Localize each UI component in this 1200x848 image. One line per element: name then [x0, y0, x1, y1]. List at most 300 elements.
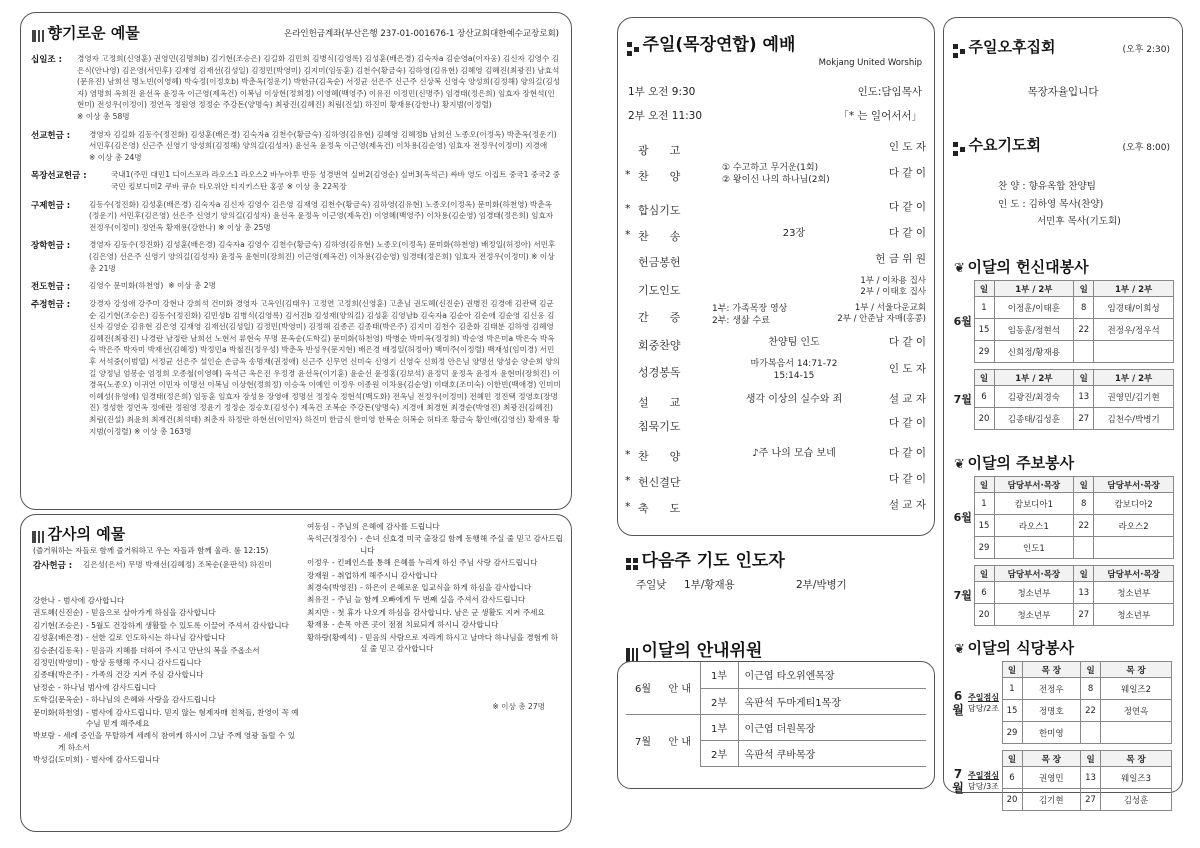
thanks-header	[33, 559, 298, 571]
list-item	[307, 557, 565, 568]
order-star: *	[625, 168, 631, 181]
table-header: 1부 / 2부	[1094, 281, 1174, 297]
thanks-text: - 하나님 범사에 감사드립니다	[58, 682, 157, 692]
table-header: 목 장	[1022, 662, 1081, 678]
offering-group-evangelism	[31, 280, 561, 292]
table-cell: 김광진/최경숙	[994, 386, 1074, 408]
table-row	[950, 662, 1172, 678]
thanks-text: - 첫 휴가 나오게 하심을 감사합니다. 남은 군 생활도 지켜 주세요	[332, 607, 545, 617]
worship-title-wrap	[626, 30, 795, 55]
table-header: 담당부서·목장	[994, 477, 1074, 493]
table-row	[952, 297, 1174, 319]
table-cell: 15	[974, 319, 994, 341]
thanks-text: - 선한 길로 인도하시는 하나님 감사합니다	[85, 633, 226, 643]
thanks-left-list	[33, 595, 301, 767]
order-right: 다 같 이	[888, 201, 926, 213]
order-star: *	[625, 448, 631, 461]
order-label: 헌신결단	[638, 476, 681, 489]
thanks-text: - 하은이 은혜로운 입교식을 하게 하심을 감사합니다	[359, 583, 532, 593]
list-item	[307, 521, 565, 532]
table-cell: 22	[1074, 515, 1094, 537]
group-label: 십일조 :	[31, 55, 62, 65]
thanks-text: - 믿음과 지혜를 더하여 주시고 만난의 복을 주옵소서	[85, 645, 260, 655]
order-mid: ① 수고하고 무거운(1회) ② 왕이신 나의 하나님(2회)	[722, 163, 830, 185]
thanks-text: - 하나님의 은혜와 사랑을 감사드립니다	[85, 695, 216, 705]
month-cell	[950, 662, 1002, 744]
order-mid: ♪주 나의 모습 보네	[752, 448, 836, 459]
order-right: 1부 / 이차용 집사 2부 / 이태호 집사	[860, 276, 926, 297]
thanks-name: 문미화(하천영)	[33, 707, 83, 717]
list-item	[33, 607, 301, 618]
order-right: 다 같 이	[888, 336, 926, 348]
list-item	[307, 533, 565, 556]
worship-leader: 인도:담임목사	[857, 86, 922, 98]
table-cell: 22	[1074, 319, 1094, 341]
duty-label-wrap	[968, 770, 999, 792]
order-right: 헌 금 위 원	[875, 253, 926, 265]
guide-table	[626, 662, 926, 767]
thanks-name: 김기현(조승은)	[33, 620, 83, 630]
order-label: 헌금봉헌	[638, 256, 681, 269]
table-header: 담당부서·목장	[994, 566, 1074, 582]
table-cell: 라오스2	[1094, 515, 1174, 537]
order-label: 성경봉독	[638, 366, 681, 379]
thanks-name: 남정순	[33, 682, 56, 692]
table-cell	[1074, 341, 1094, 363]
leaf-icon: ❦	[954, 457, 965, 472]
thanks-name: 장재원	[307, 570, 330, 580]
order-row	[618, 444, 934, 468]
order-right: 다 같 이	[888, 417, 926, 429]
order-mid: 생각 이상의 실수와 죄	[745, 394, 843, 405]
month-label: 7월	[952, 766, 964, 795]
order-label: 찬 양	[638, 450, 681, 463]
order-label: 광 고	[638, 144, 681, 157]
thanks-panel	[20, 514, 572, 832]
table-cell: 29	[974, 537, 994, 559]
group-count: ※ 이상 총 24명	[89, 152, 142, 162]
group-names: 국내1(주민 대민1 디이스포라 라오스1 라오스2 바누아투 반등 성경번역 실버2(김영순) 실버3(옥석근) 싸바 영도 이집트 중국1 중국2 중국민 킹보디미2 쿠바 큐슈 타오위안 티지키스탄 홍콩	[111, 170, 561, 191]
list-item	[307, 607, 565, 618]
month-cell	[950, 751, 1002, 811]
table-header: 담당부서·목장	[1094, 566, 1174, 582]
order-right: 다 같 이	[888, 447, 926, 459]
worship-subtitle: Mokjang United Worship	[818, 58, 922, 68]
table-header: 일	[974, 477, 994, 493]
wednesday-title: 수요기도회	[968, 136, 1041, 154]
table-cell: 전정우/정우석	[1094, 319, 1174, 341]
list-item	[33, 620, 301, 631]
table-header: 일	[974, 281, 994, 297]
list-item	[33, 682, 301, 693]
table-cell: 웨일즈3	[1101, 767, 1172, 789]
table-cell: 6	[974, 386, 994, 408]
thanks-name: 김정민(박영미)	[33, 658, 83, 668]
thanks-name: 도학길(문옥순)	[33, 695, 83, 705]
group-count: ※ 이상 총 163명	[134, 426, 192, 436]
order-row	[618, 333, 934, 357]
order-row	[618, 470, 934, 494]
month-cell: 6월	[953, 314, 972, 328]
table-cell: 임동훈/정현석	[994, 319, 1074, 341]
table-cell: 캄보디아2	[1094, 493, 1174, 515]
table-cell: 20	[974, 408, 994, 430]
wednesday-time: (오후 8:00)	[1122, 143, 1170, 153]
thanks-text: - 믿음으로 살아가게 하심을 감사합니다	[85, 608, 216, 618]
group-count: ※ 이상 총 21명	[89, 251, 555, 273]
guide-month: 7월	[626, 714, 660, 766]
order-row	[618, 250, 934, 274]
table-cell: 이정훈/이태훈	[994, 297, 1074, 319]
table-cell: 20	[1002, 789, 1022, 811]
order-row	[618, 224, 934, 248]
leaf-icon: ❦	[954, 261, 965, 276]
group-label: 구제헌금 :	[31, 200, 71, 211]
month-wrap	[950, 767, 1002, 795]
dedication-tables	[944, 280, 1184, 430]
duty-label: 주일점심	[968, 692, 999, 702]
list-item	[307, 582, 565, 593]
duty-table-june	[950, 661, 1172, 744]
afternoon-time: (오후 2:30)	[1122, 45, 1170, 55]
table-cell: 13	[1081, 767, 1101, 789]
table-cell: 전정우	[1022, 678, 1081, 700]
bookmark-icon	[952, 141, 966, 155]
offering-group-weekly	[31, 298, 561, 437]
order-star: *	[625, 202, 631, 215]
duty-table-july	[950, 750, 1172, 811]
order-mid: 찬양팀 인도	[768, 337, 820, 348]
bookmark-icon	[626, 41, 640, 55]
list-item	[33, 707, 301, 730]
table-cell: 청소년부	[994, 582, 1074, 604]
table-cell: 김종태/김성훈	[994, 408, 1074, 430]
order-right: 다 같 이	[888, 473, 926, 485]
group-names: 강경자 강성애 강주미 강현나 강희석 건미화 경영자 고옥인(김태우) 고정연 고정희(신영훈) 고춘님 권도혜(신진순) 권병진 김경애 김관택 김군순 김기현(조승은) 김동수(정진화) 김민성b 김병식(김영록) 김서진b 김성재(양의길) 김성훈 김영남b 김숙자a 김순아 김순애 김순영 김신웅 김신자 김영순 김유현 김은영 김재영 김재선(김성일) 김정민(박영미) 김정해 김종곤 김종태(박은주) 김지미 김천수 김춘화 김태분 김하영 김혜영 김혜진(최광진) 나경란 남정란 남희선 노현서 류현숙 무명 문옥순(도학길) 문미화(하천영) 박병순 박미옥(정정희) 박순영 박은미a 박은숙 박옥숙 박은주 박자미 박재선(김혜정) 박정민a 박철진(정우성) 박춘옥 반성우(문지현) 배은경 배정일(허정아) 백미주(이정렬) 백재성(임미경) 서민후 서석중(이범열) 서정균 선은주 설인순 손금옥 송명재(권정애) 신근주 신무연 신미숙 신영기 신영숙 신희정 안은님 양명선 양성순 양순희 양의길 양정님 엄봉순 엄정희 오종철(이영혜) 옥석근 옥은진 우정경 윤선옥(이기훈) 윤순선 윤정홍(김보석) 윤정덕 윤정옥 윤정자 윤현미(장희진) 이경옥(노종오) 이귀연 이민자 이명선 이복님 이상현(정희정) 이승옥 이예인 이정우 이종원 이차용(김순영) 이태호(조미숙) 이한빈(백애경) 인미미 이혜성(유영애) 임경태(정은희) 임동훈 임효자 장성용 장영애 정명선 정정숙 정현석(백도화) 전옥님 전정우(이정미) 전혜민 정진택 정영호(장명진) 정성한 정연옥 정애란 정원영 정윤기 정정순 정승호(김성수) 제옥건 조복순 주강돈(양명숙) 지경애 최경현 최경순(박영진) 최광진(김혜진) 최림(진설) 최윤희 최재건(최석태) 최춘자 하정란 하현선(이민자) 하진미 한금식 한미영 한복순 허복순 허타조 황금숙 황인애(김영신) 황재용 황지범(이정렬)	[89, 299, 561, 436]
table-cell: 정연옥	[1101, 700, 1172, 722]
offering-group-tithe	[31, 53, 561, 123]
table-header: 1부 / 2부	[994, 370, 1074, 386]
offering-panel	[20, 12, 572, 510]
table-row	[952, 386, 1174, 408]
order-mid: 마가복음서 14:71-72 15:14-15	[750, 359, 838, 381]
thanks-name: 이정우	[307, 558, 330, 568]
thanks-text: - 주님 늘 함께 오빠에게 두 번째 실을 주셔서 감사드립니다	[332, 595, 526, 605]
table-cell: 청소년부	[994, 604, 1074, 626]
group-names: 경영자 고정희(신영훈) 권영민(김명희b) 김기현(조승은) 김길화 김민희 김병식(김영록) 김성훈(배은경) 김숙자a 김순영a(이자웅) 김신자 김영수 김은식(안나영) 김은영(서민후) 김재영 김재선(김성일) 김정민(박영미) 김지미(임동훈) 김천수(황금숙) 김하영(김유현) 김혜영 김혜진(최광진) 남효석(문유진) 남희선 명노빈(이영혜) 박숙정(이정호b) 박춘옥(정운기) 박한규(김옥순) 서정균 선은주 신근주 신상복 신영숙 양성희(김정해) 양의길(김성자) 염명희 옥희진 윤선옥 윤정옥 이근영(제옥건) 이복님 이상현(정희정) 이영혜(백영주) 이유진 이정민(신명주) 임경태(정은희) 임효자 장현석(인현미) 전성우(이정이) 정연옥 정원영 정정순 주강돈(양명숙) 최광진(김혜진) 최림(진설) 하진미 황재용(강한나) 황지범(이정렬)	[77, 54, 561, 110]
month-cell: 6월	[953, 510, 972, 524]
table-cell: 27	[1074, 604, 1094, 626]
table-cell: 29	[974, 341, 994, 363]
next-prayer-label: 주일낮	[636, 579, 667, 591]
offering-group-scholarship	[31, 239, 561, 274]
thanks-name: 박성길(도미희)	[33, 755, 83, 765]
thanks-name: 최지만	[307, 607, 330, 617]
thanks-name: 최경숙(박영진)	[307, 583, 357, 593]
duty-label-wrap	[968, 692, 999, 714]
dedication-title: 이달의 헌신대봉사	[967, 258, 1089, 276]
worship-panel	[617, 17, 935, 536]
order-label: 축 도	[638, 502, 681, 515]
thanks-text: - 가족의 건강 지켜 주심 감사합니다	[85, 670, 204, 680]
duty-table-june	[952, 476, 1174, 559]
guide-title: 이달의 안내위원	[641, 641, 763, 661]
worship-time1: 1부 오전 9:30	[628, 86, 696, 98]
table-cell: 인도1	[994, 537, 1074, 559]
table-row	[952, 493, 1174, 515]
duty-table-july	[952, 369, 1174, 430]
order-label: 회중찬양	[638, 339, 681, 352]
bookmark-icon	[31, 29, 45, 43]
kitchen-title: 이달의 식당봉사	[967, 639, 1075, 657]
bookmark-icon	[952, 43, 966, 57]
order-label: 설 교	[638, 396, 681, 409]
thanks-text: - 범사에 감사드립니다. 믿지 않는 형제자매 친척들, 찬영이 꼭 예수님 믿게 해주세요	[85, 707, 299, 729]
offering-groups	[31, 53, 561, 437]
table-cell: 15	[1002, 700, 1022, 722]
table-cell: 정명호	[1022, 700, 1081, 722]
order-star: *	[625, 500, 631, 513]
bulletin-title-wrap	[954, 452, 1074, 473]
table-cell: 라오스1	[994, 515, 1074, 537]
table-cell	[1094, 537, 1174, 559]
group-names: 경영자 김동수(정진화) 김성훈(배은경) 김숙자a 김영수 김천수(황금숙) 김하영(김유현) 노종오(이정옥) 문미화(하천영) 배정일(허정아) 서민후(김은영) 선은주 신영기 양의길(김성자) 윤정옥 윤현미(장희진) 이근영(제옥건) 이차용(김순영) 임경태(정은희) 임효자 전정우(이정미)	[89, 240, 556, 261]
wednesday-line1: 찬 양 : 향유옥합 찬양팀	[998, 181, 1096, 192]
table-cell: 한미영	[1022, 722, 1081, 744]
table-header: 일	[1002, 662, 1022, 678]
table-header: 일	[1081, 751, 1101, 767]
table-cell: 27	[1074, 408, 1094, 430]
thanks-title: 감사의 예물	[47, 525, 126, 543]
guide-name: 이근엽 더원목장	[738, 714, 926, 740]
order-star: *	[625, 228, 631, 241]
thanks-name: 황하랑(황예석)	[307, 632, 357, 642]
next-prayer-first: 1부/황재용	[684, 579, 735, 591]
kitchen-tables	[944, 661, 1184, 811]
table-header: 일	[974, 566, 994, 582]
month-cell: 7월	[953, 588, 972, 602]
thanks-text: - 손녀 신효경 미국 출장길 함께 동행해 주실 줄 믿고 감사드립니다	[359, 534, 563, 555]
guide-part: 1부	[700, 662, 738, 688]
wednesday-title-wrap	[952, 134, 1041, 155]
order-right: 1부 / 서울다운교회 2부 / 안준남 자매(홍콩)	[837, 303, 926, 324]
table-row	[952, 341, 1174, 363]
list-item	[33, 694, 301, 705]
thanks-name: 황재용	[307, 620, 330, 630]
thanks-count: ※ 이상 총 27명	[492, 702, 545, 711]
month-wrap	[950, 689, 1002, 717]
duty-table-june	[952, 280, 1174, 363]
afternoon-title: 주일오후집회	[968, 38, 1056, 56]
table-row	[952, 604, 1174, 626]
worship-title: 주일(목장연합) 예배	[642, 35, 796, 55]
thanks-verse: (즐거워하는 자들로 함께 즐거워하고 우는 자들과 함께 울라. 롬 12:15)	[33, 546, 269, 555]
offering-title: 향기로운 예물	[47, 24, 140, 42]
wednesday-line2: 인 도 : 김하영 목사(찬양)	[998, 199, 1104, 210]
order-right: 인 도 자	[888, 363, 926, 375]
order-mid: 23장	[782, 228, 806, 239]
table-cell	[1074, 537, 1094, 559]
thanks-name: 김종태(박은주)	[33, 670, 83, 680]
thanks-text: - 손목 아픈 곳이 점점 치료되게 하시니 감사합니다	[332, 620, 499, 630]
right-column-panel	[943, 17, 1183, 806]
duty-sublabel: 담당/3조	[968, 781, 999, 791]
order-row	[618, 138, 934, 162]
table-header: 일	[1074, 281, 1094, 297]
table-cell: 27	[1081, 789, 1101, 811]
order-right: 설 교 자	[888, 393, 926, 405]
group-label: 전도헌금 :	[31, 282, 71, 293]
order-row	[618, 414, 934, 438]
guide-name: 이근엽 타오위엔목장	[738, 662, 926, 688]
table-header: 일	[1002, 751, 1022, 767]
thanks-text: - 주님의 은혜에 감사를 드립니다	[332, 522, 440, 531]
table-cell: 8	[1074, 297, 1094, 319]
kitchen-title-wrap	[954, 637, 1074, 658]
guide-name: 옥판석 쿠바목장	[738, 740, 926, 766]
list-item	[33, 657, 301, 668]
group-label: 목장선교헌금 :	[31, 171, 87, 182]
table-cell: 13	[1074, 386, 1094, 408]
table-cell: 1	[1002, 678, 1022, 700]
worship-note: 「* 는 일어서서」	[838, 110, 922, 122]
table-row	[952, 537, 1174, 559]
list-item	[307, 619, 565, 630]
table-cell: 8	[1081, 678, 1101, 700]
table-cell: 13	[1074, 582, 1094, 604]
table-header: 일	[1081, 662, 1101, 678]
order-row	[618, 496, 934, 520]
bookmark-icon	[625, 647, 639, 661]
list-item	[307, 594, 565, 605]
table-cell: 1	[974, 493, 994, 515]
table-header: 목 장	[1022, 751, 1081, 767]
table-row	[952, 370, 1174, 386]
table-cell: 김천수/박병기	[1094, 408, 1174, 430]
group-label: 장학헌금 :	[31, 241, 71, 252]
offering-group-mission	[31, 129, 561, 164]
list-item	[33, 754, 301, 765]
order-row	[618, 164, 934, 188]
guide-part: 2부	[700, 740, 738, 766]
table-header: 일	[1074, 370, 1094, 386]
offering-group-mokjang-mission	[31, 169, 561, 192]
thanks-text: - 킨페인스를 통해 은혜를 누리게 하신 주님 사랑 감사드립니다	[332, 558, 538, 568]
list-item	[33, 730, 301, 753]
worship-time2: 2부 오전 11:30	[628, 110, 703, 122]
thanks-text: - 범사에 감사합니다	[58, 596, 125, 605]
order-mid: 1부: 가족목장 영상 2부: 생삶 수료	[712, 304, 788, 326]
group-count: ※ 이상 총 58명	[77, 111, 130, 121]
next-prayer-second: 2부/박병기	[796, 579, 847, 591]
thanks-name: 박보람	[33, 731, 56, 741]
afternoon-title-wrap	[952, 36, 1056, 57]
table-cell: 김기현	[1022, 789, 1081, 811]
group-count: ※ 이상 총 22목장	[286, 181, 347, 191]
table-cell: 청소년부	[1094, 582, 1174, 604]
table-row	[952, 319, 1174, 341]
order-right: 설 교 자	[888, 499, 926, 511]
order-row	[618, 305, 934, 329]
duty-sublabel: 담당/2조	[968, 703, 999, 713]
thanks-name: 강한나	[33, 596, 56, 605]
month-label: 6월	[952, 688, 964, 717]
bookmark-icon	[625, 557, 639, 571]
table-cell: 청소년부	[1094, 604, 1174, 626]
table-row	[952, 515, 1174, 537]
thanks-text: - 범사에 감사드립니다	[85, 755, 160, 765]
table-header: 일	[1074, 566, 1094, 582]
afternoon-text: 목장자율입니다	[1027, 86, 1099, 98]
order-label: 찬 양	[638, 170, 681, 183]
order-right: 인 도 자	[888, 141, 926, 153]
order-label: 기도인도	[638, 284, 681, 297]
offering-title-wrap	[31, 22, 140, 43]
table-header: 1부 / 2부	[1094, 370, 1174, 386]
group-count: ※ 이상 총 25명	[218, 222, 271, 232]
bulletin-title: 이달의 주보봉사	[967, 454, 1075, 472]
table-header: 일	[974, 370, 994, 386]
order-row	[618, 390, 934, 414]
group-count: ※ 이상 총 2명	[168, 281, 216, 291]
table-row	[952, 281, 1174, 297]
thanks-name: 김성훈(배은경)	[33, 633, 83, 643]
account-info: 온라인헌금계좌(부산은행 237-01-001676-1 장산교회대한예수교장로회)	[284, 29, 559, 39]
table-cell: 캄보디아1	[994, 493, 1074, 515]
table-row	[952, 582, 1174, 604]
thanks-header-label: 감사헌금 :	[33, 561, 73, 571]
thanks-header-names: 김은성(은서) 무명 박재선(김혜정) 조복순(윤판석) 하진미	[83, 560, 272, 569]
table-cell: 29	[1002, 722, 1022, 744]
table-cell: 웨일즈2	[1101, 678, 1172, 700]
guide-part: 2부	[700, 688, 738, 714]
table-cell	[1094, 341, 1174, 363]
table-row	[626, 662, 926, 688]
next-prayer-title-wrap	[625, 546, 785, 571]
list-item	[33, 632, 301, 643]
table-cell: 22	[1081, 700, 1101, 722]
table-cell	[1081, 722, 1101, 744]
wednesday-line3: 서민후 목사(기도회)	[1037, 216, 1121, 227]
list-item	[307, 632, 565, 655]
table-header: 일	[1074, 477, 1094, 493]
table-header: 목 장	[1101, 751, 1172, 767]
order-right: 다 같 이	[888, 227, 926, 239]
thanks-text: - 5월도 건강하게 생활할 수 있도록 이끌어 주셔서 감사합니다	[85, 620, 289, 630]
table-row	[952, 477, 1174, 493]
order-star: *	[625, 474, 631, 487]
table-header: 1부 / 2부	[994, 281, 1074, 297]
list-item	[307, 570, 565, 581]
thanks-text: - 세례 증인을 무탈하게 세례식 참여케 하시어 그날 주께 영광 돌릴 수 있게 하소서	[58, 731, 296, 752]
guide-title-wrap	[625, 636, 762, 661]
order-row	[618, 360, 934, 384]
bulletin-tables	[944, 476, 1184, 626]
guide-role: 안 내	[668, 684, 691, 696]
offering-group-relief	[31, 199, 561, 234]
thanks-name: 최유진	[307, 595, 330, 605]
leaf-icon: ❦	[954, 642, 965, 657]
table-row	[626, 714, 926, 740]
table-cell: 권영민/김기현	[1094, 386, 1174, 408]
duty-table-july	[952, 565, 1174, 626]
table-cell: 8	[1074, 493, 1094, 515]
table-cell: 15	[974, 515, 994, 537]
thanks-name: 권도혜(신진순)	[33, 608, 83, 618]
table-row	[952, 408, 1174, 430]
guide-role: 안 내	[660, 714, 700, 766]
thanks-right-list	[307, 521, 565, 655]
